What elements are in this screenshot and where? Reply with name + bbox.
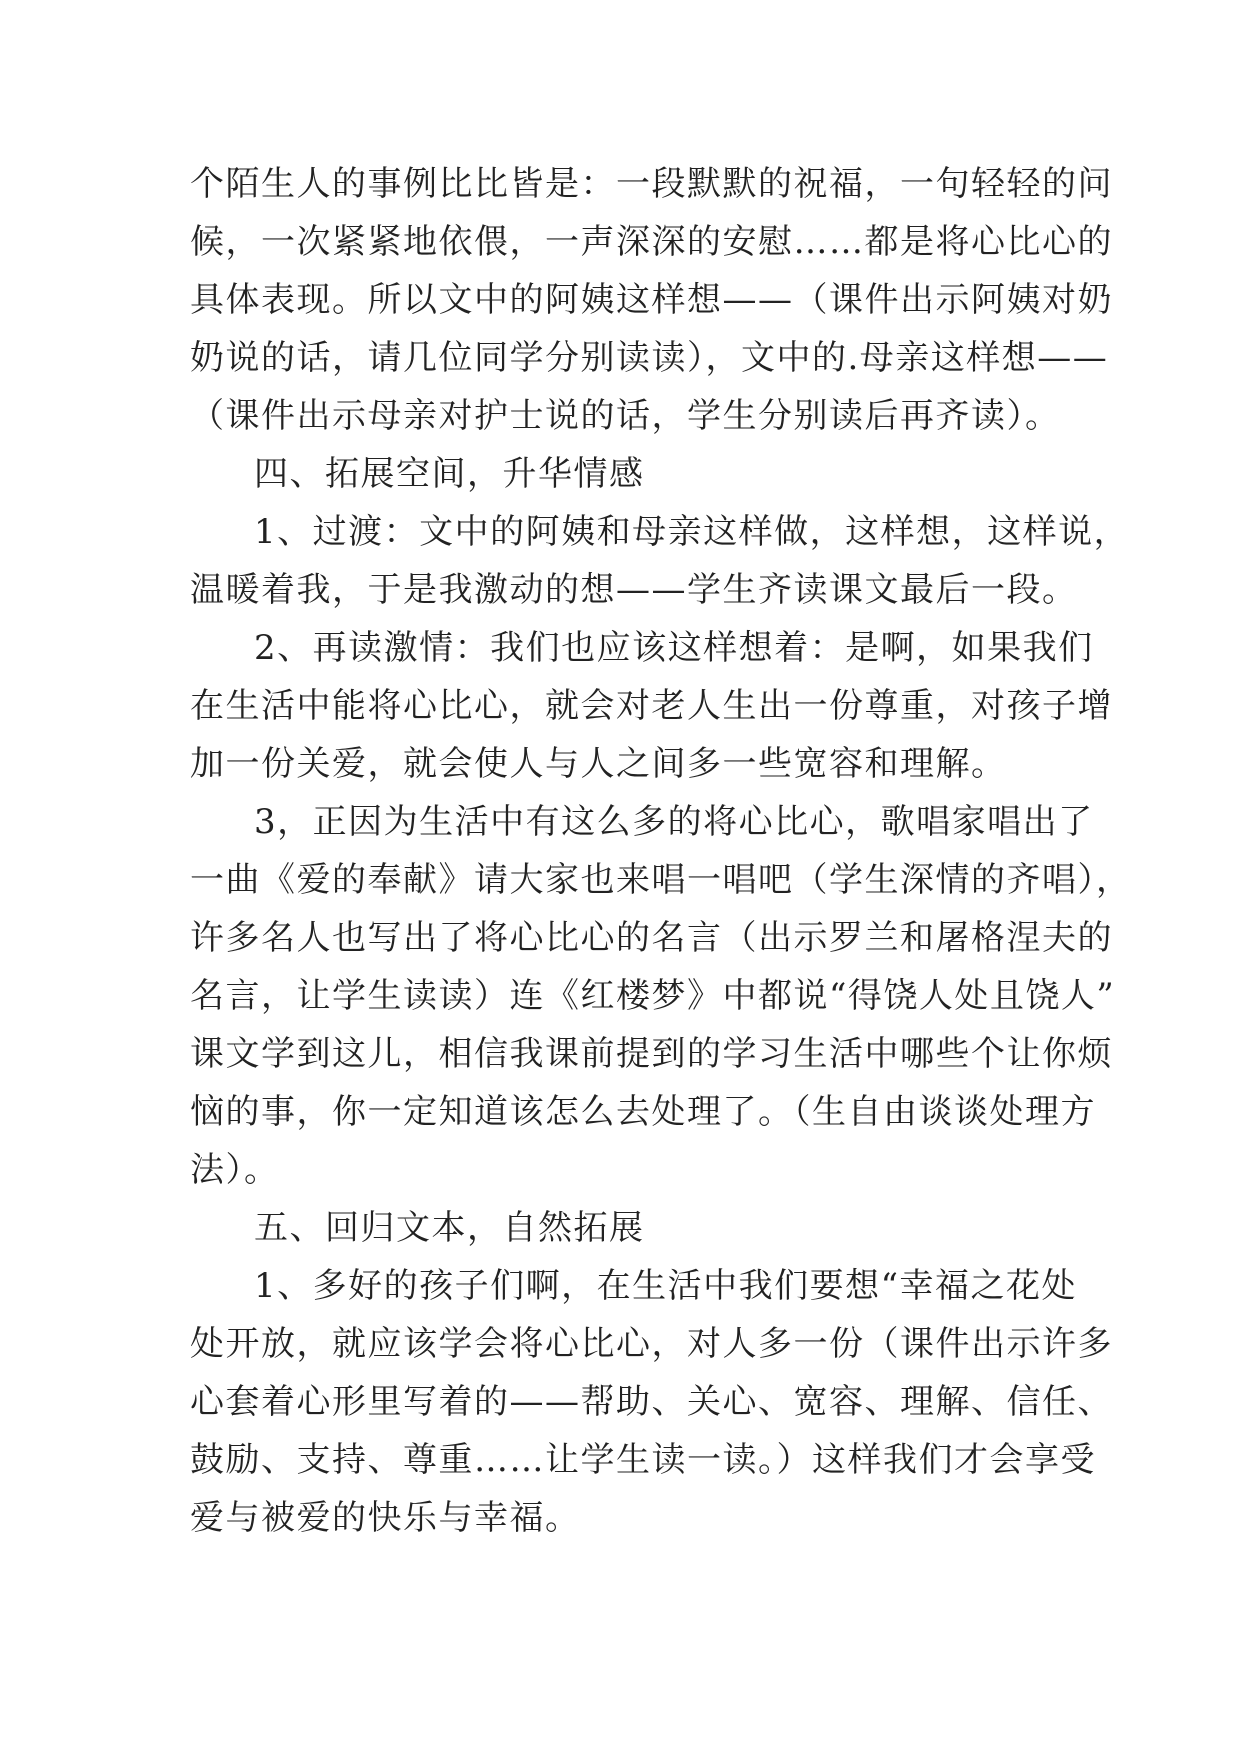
text-line: 许多名人也写出了将心比心的名言（出示罗兰和屠格涅夫的 xyxy=(190,918,1113,958)
text-line: 鼓励、支持、尊重……让学生读一读。）这样我们才会享受 xyxy=(190,1440,1096,1480)
text-line: 1、过渡：文中的阿姨和母亲这样做，这样想，这样说， xyxy=(254,512,1130,552)
text-line: 法）。 xyxy=(190,1150,280,1190)
section-heading: 五、回归文本，自然拓展 xyxy=(254,1208,645,1248)
text-line: （课件出示母亲对护士说的话，学生分别读后再齐读）。 xyxy=(190,396,1061,436)
text-line: 名言，让学生读读）连《红楼梦》中都说“得饶人处且饶人” xyxy=(190,976,1116,1016)
text-line: 个陌生人的事例比比皆是：一段默默的祝福，一句轻轻的问 xyxy=(190,164,1113,204)
text-line: 候，一次紧紧地依偎，一声深深的安慰……都是将心比心的 xyxy=(190,222,1113,262)
text-line: 奶说的话，请几位同学分别读读），文中的.母亲这样想—— xyxy=(190,338,1109,378)
text-line: 一曲《爱的奉献》请大家也来唱一唱吧（学生深情的齐唱）， xyxy=(190,860,1132,900)
document-body xyxy=(190,155,1132,1547)
text-line: 温暖着我，于是我激动的想——学生齐读课文最后一段。 xyxy=(190,570,1078,610)
text-line: 课文学到这儿，相信我课前提到的学习生活中哪些个让你烦 xyxy=(190,1034,1113,1074)
text-line: 2、再读激情：我们也应该这样想着：是啊，如果我们 xyxy=(254,628,1094,668)
section-heading: 四、拓展空间，升华情感 xyxy=(254,454,645,494)
text-line: 1、多好的孩子们啊，在生活中我们要想“幸福之花处 xyxy=(254,1266,1078,1306)
text-line: 具体表现。所以文中的阿姨这样想——（课件出示阿姨对奶 xyxy=(190,280,1113,320)
text-line: 处开放，就应该学会将心比心，对人多一份（课件出示许多 xyxy=(190,1324,1113,1364)
text-line: 爱与被爱的快乐与幸福。 xyxy=(190,1498,581,1538)
text-line: 3，正因为生活中有这么多的将心比心，歌唱家唱出了 xyxy=(254,802,1094,842)
text-line: 加一份关爱，就会使人与人之间多一些宽容和理解。 xyxy=(190,744,1007,784)
text-line: 心套着心形里写着的——帮助、关心、宽容、理解、信任、 xyxy=(190,1382,1113,1422)
text-line: 在生活中能将心比心，就会对老人生出一份尊重，对孩子增 xyxy=(190,686,1113,726)
text-line: 恼的事，你一定知道该怎么去处理了。（生自由谈谈处理方 xyxy=(190,1092,1096,1132)
